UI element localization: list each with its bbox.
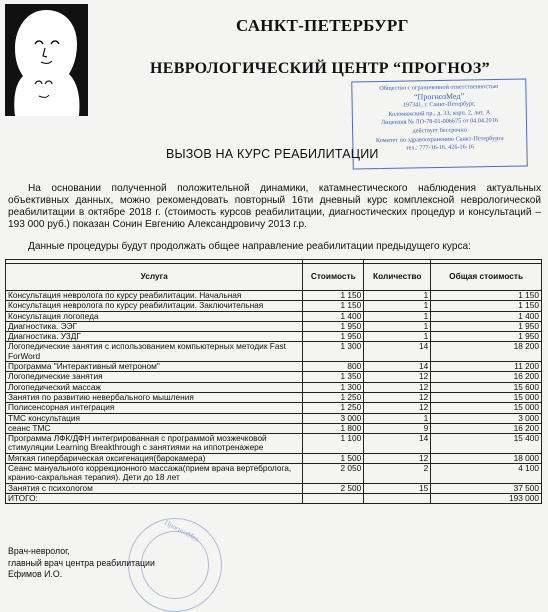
service-cell: Диагностика. ЭЭГ [6,321,303,331]
madonna-logo [5,4,88,116]
service-cell: ТМС консультация [6,413,303,423]
table-row [6,423,542,433]
price-cell: 1 500 [303,453,364,463]
stamp-line: 197341, г. Санкт-Петербург, [402,100,476,109]
header-price: Стоимость [303,264,364,291]
document-title: ВЫЗОВ НА КУРС РЕАБИЛИТАЦИИ [166,147,379,161]
quantity-cell: 1 [364,301,431,311]
service-cell: Логопедические занятия с использованием компьютерных методик Fast ForWord [6,342,303,362]
total-cell: 16 200 [431,372,542,382]
quantity-cell: 1 [364,311,431,321]
quantity-cell: 12 [364,403,431,413]
quantity-cell: 14 [364,342,431,362]
quantity-cell: 15 [364,483,431,493]
stamp-line: тел.: 777-16-16, 426-16-16 [405,143,474,152]
service-cell: Занятия по развитию невербального мышления [6,392,303,402]
stamp-line: Комитет по здравоохранению Санкт-Петербурга [375,134,504,144]
total-cell: 3 000 [431,413,542,423]
quantity-cell: 1 [364,332,431,342]
services-table [5,259,542,504]
stamp-line: Общество с ограниченной ответственностью [379,82,499,93]
price-cell: 1 150 [303,291,364,301]
total-cell: 1 950 [431,332,542,342]
stamp-line: Лицензия № ЛО-78-01-006675 от 04.04.2016 [380,117,498,127]
table-row [6,483,542,493]
signature-name: Ефимов И.О. [8,569,63,579]
quantity-cell: 1 [364,321,431,331]
table-row [6,453,542,463]
stamp-line: Коломяжский пр., д. 33, корп. 2, лит. А [388,108,491,118]
table-row [6,464,542,484]
table-row [6,321,542,331]
service-cell: Логопедические занятия [6,372,303,382]
price-cell: 1 800 [303,423,364,433]
service-cell: Полисенсорная интеграция [6,403,303,413]
quantity-cell: 12 [364,372,431,382]
total-cell: 18 200 [431,342,542,362]
service-cell: Сеанс мануального коррекционного массажа(прием врача вертебролога, кранио-сакральная терапия). Дети до 18 лет [6,464,303,484]
table-row [6,392,542,402]
total-cell: 1 150 [431,291,542,301]
price-cell: 1 300 [303,342,364,362]
table-row [6,291,542,301]
total-cell: 1 400 [431,311,542,321]
table-row [6,382,542,392]
continuation-paragraph: Данные процедуры будут продолжать общее направление реабилитации предыдущего курса: [28,241,471,252]
total-cell: 4 100 [431,464,542,484]
quantity-cell: 12 [364,392,431,402]
stamp-line: действует бессрочно [412,126,467,135]
quantity-cell: 12 [364,382,431,392]
service-cell: Мягкая гипербарическая оксигенация(барокамера) [6,453,303,463]
total-cell: 1 150 [431,301,542,311]
intro-paragraph: На основании полученной положительной динамики, катамнестического наблюдения актуальных объективных данных, можно рекомендовать повторный 16ти дневный курс комплексной неврологической реабилитации в октябре 2018 г. (стоимость курсов реабилитации, диагностических процедур и консультаций – 193 000 руб.) показан Сонин Евгению Александровичу 2013 г.р. [8,183,541,230]
service-cell: Логопедический массаж [6,382,303,392]
stamp-line: “ПрогнозМед” [413,91,465,102]
total-cell: 15 000 [431,392,542,402]
table-row [6,342,542,362]
header-total: Общая стоимость [431,264,542,291]
price-cell: 1 350 [303,372,364,382]
signature-line: Врач-невролог, [8,546,70,556]
service-cell: сеанс ТМС [6,423,303,433]
total-value: 193 000 [431,493,542,503]
quantity-cell: 1 [364,291,431,301]
table-row [6,434,542,454]
service-cell: Консультация невролога по курсу реабилитации. Начальная [6,291,303,301]
price-cell: 1 250 [303,403,364,413]
price-cell: 1 150 [303,301,364,311]
service-cell: Программа ЛФК/ДФН интегрированная с программой мозжечковой стимуляции Learning Breakthrough с занятиями на иппотренажере [6,434,303,454]
table-row [6,301,542,311]
total-cell: 1 950 [431,321,542,331]
total-cell: 16 200 [431,423,542,433]
price-cell: 800 [303,362,364,372]
quantity-cell: 14 [364,362,431,372]
total-cell: 15 400 [431,434,542,454]
table-row [6,362,542,372]
table-row [6,403,542,413]
total-cell: 11 200 [431,362,542,372]
center-name-heading: НЕВРОЛОГИЧЕСКИЙ ЦЕНТР “ПРОГНОЗ” [150,60,490,77]
price-cell: 1 250 [303,392,364,402]
header-service: Услуга [6,264,303,291]
table-total-row [6,493,542,503]
total-cell: 15 000 [431,403,542,413]
signature-line: главный врач центра реабилитации [8,557,155,568]
city-heading: САНКТ-ПЕТЕРБУРГ [236,16,409,35]
table-header-row [6,264,542,291]
service-cell: Диагностика. УЗДГ [6,332,303,342]
table-row [6,372,542,382]
price-cell: 2 050 [303,464,364,484]
service-cell: Программа "Интерактивный метроном" [6,362,303,372]
quantity-cell: 12 [364,453,431,463]
price-cell: 3 000 [303,413,364,423]
total-cell: 15 600 [431,382,542,392]
total-cell: 18 000 [431,453,542,463]
table-row [6,413,542,423]
quantity-cell: 9 [364,423,431,433]
price-cell: 2 500 [303,483,364,493]
quantity-cell: 1 [364,413,431,423]
signature-block [8,546,155,581]
price-cell: 1 950 [303,332,364,342]
table-row [6,311,542,321]
price-cell: 1 400 [303,311,364,321]
quantity-cell: 14 [364,434,431,454]
service-cell: Консультация логопеда [6,311,303,321]
price-cell: 1 100 [303,434,364,454]
service-cell: Занятия с психологом [6,483,303,493]
price-cell: 1 950 [303,321,364,331]
service-cell: Консультация невролога по курсу реабилитации. Заключительная [6,301,303,311]
total-cell: 37 500 [431,483,542,493]
header-quantity: Количество [364,264,431,291]
total-label: ИТОГО: [6,493,303,503]
table-row [6,332,542,342]
round-stamp-text: ПрогнозМед [163,518,201,544]
price-cell: 1 300 [303,382,364,392]
quantity-cell: 2 [364,464,431,484]
